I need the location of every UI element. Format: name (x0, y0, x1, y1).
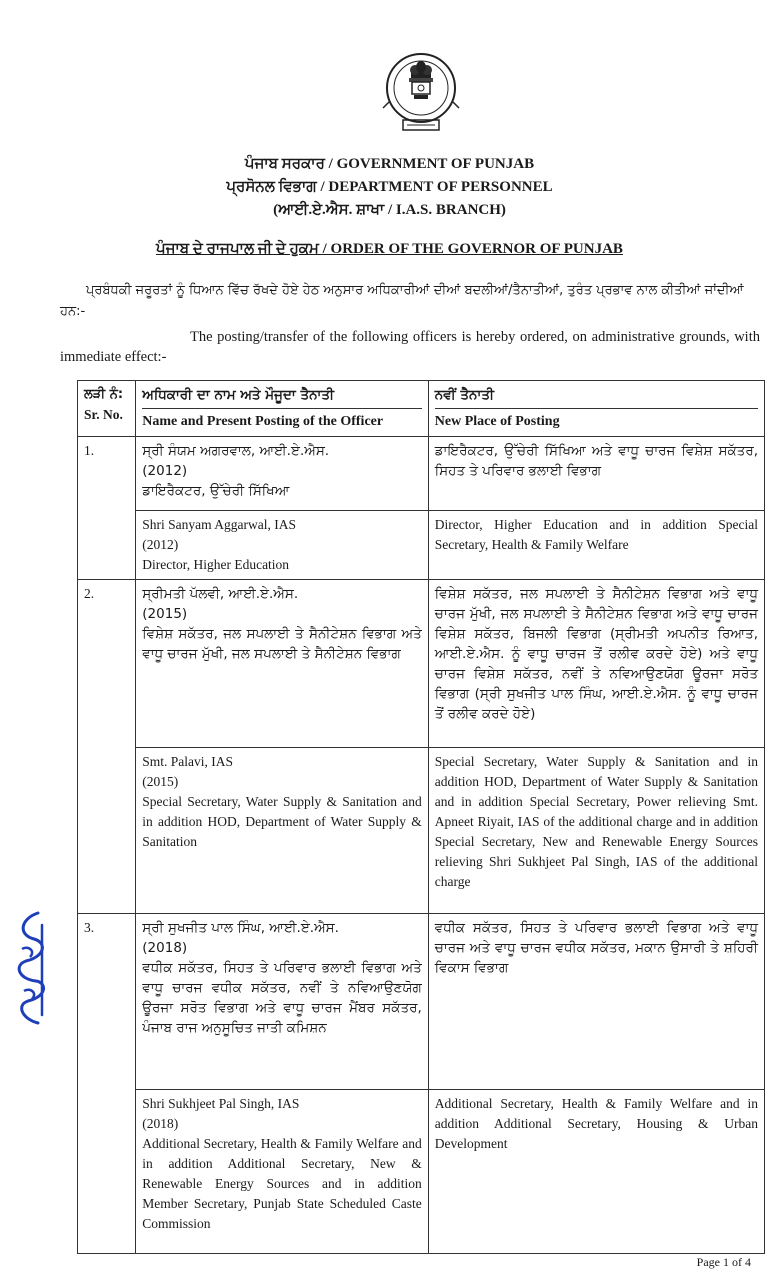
officer-posting: ਵਧੀਕ ਸਕੱਤਰ, ਸਿਹਤ ਤੇ ਪਰਿਵਾਰ ਭਲਾਈ ਵਿਭਾਗ ਅਤੇ ਵਾਧੂ ਚਾਰਜ ਵਧੀਕ ਸਕੱਤਰ, ਨਵੀਂ ਤੇ ਨਵਿਆਉਣਯੋਗ ਊਰਜਾ ਸਰੋਤ ਵਿਭਾਗ ਅਤੇ ਵਾਧੂ ਚਾਰਜ ਮੈਂਬਰ ਸਕੱਤਰ, ਪੰਜਾਬ ਰਾਜ ਅਨੁਸੂਚਿਤ ਜਾਤੀ ਕਮਿਸ਼ਨ (142, 960, 422, 1036)
header-officer-cell (136, 381, 428, 437)
new-posting-english-cell: Director, Higher Education and in addition Special Secretary, Health & Family Welfare (428, 511, 764, 580)
order-title: ਪੰਜਾਬ ਦੇ ਰਾਜਪਾਲ ਜੀ ਦੇ ਹੁਕਮ / ORDER OF THE GOVERNOR OF PUNJAB (156, 241, 623, 257)
intro-punjabi: ਪ੍ਰਬੰਧਕੀ ਜਰੂਰਤਾਂ ਨੂੰ ਧਿਆਨ ਵਿੱਚ ਰੱਖਦੇ ਹੋਏ ਹੇਠ ਅਨੁਸਾਰ ਅਧਿਕਾਰੀਆਂ ਦੀਆਂ ਬਦਲੀਆਂ/ਤੈਨਾਤੀਆਂ, ਤੁਰੰਤ ਪ੍ਰਭਾਵ ਨਾਲ ਕੀਤੀਆਂ ਜਾਂਦੀਆਂ ਹਨ:- (60, 283, 744, 319)
officer-batch: (2018) (142, 940, 188, 956)
officer-punjabi-cell (136, 437, 428, 511)
branch-title: (ਆਈ.ਏ.ਐਸ. ਸ਼ਾਖਾ / I.A.S. BRANCH) (273, 202, 506, 218)
officer-posting: Director, Higher Education (142, 557, 290, 572)
officer-name: Shri Sanyam Aggarwal, IAS (142, 517, 297, 532)
officer-punjabi-cell (136, 580, 428, 748)
table-row (78, 748, 765, 914)
officer-batch: (2015) (142, 606, 188, 622)
officer-english-cell (136, 1090, 428, 1254)
officer-name: Shri Sukhjeet Pal Singh, IAS (142, 1096, 300, 1111)
department-title: ਪ੍ਰਸੋਨਲ ਵਿਭਾਗ / DEPARTMENT OF PERSONNEL (226, 179, 553, 195)
officer-punjabi-cell (136, 914, 428, 1090)
officer-name: ਸ੍ਰੀ ਸੁਖਜੀਤ ਪਾਲ ਸਿੰਘ, ਆਈ.ਏ.ਐਸ. (142, 920, 339, 936)
officer-posting: Special Secretary, Water Supply & Sanitation and in addition HOD, Department of Water Supply & Sanitation (142, 794, 422, 849)
sr-number-cell: 3. (78, 914, 136, 1254)
header-sr-cell (78, 381, 136, 437)
government-title: ਪੰਜਾਬ ਸਰਕਾਰ / GOVERNMENT OF PUNJAB (244, 156, 535, 172)
table-row (78, 580, 765, 748)
officer-name: ਸ੍ਰੀ ਸੰਯਮ ਅਗਰਵਾਲ, ਆਈ.ਏ.ਐਸ. (142, 443, 330, 459)
officer-posting: ਡਾਇਰੈਕਟਰ, ਉੱਚੇਰੀ ਸਿੱਖਿਆ (142, 483, 290, 499)
officer-posting: ਵਿਸ਼ੇਸ਼ ਸਕੱਤਰ, ਜਲ ਸਪਲਾਈ ਤੇ ਸੈਨੀਟੇਸ਼ਨ ਵਿਭਾਗ ਅਤੇ ਵਾਧੂ ਚਾਰਜ ਮੁੱਖੀ, ਜਲ ਸਪਲਾਈ ਤੇ ਸੈਨੀਟੇਸ਼ਨ ਵਿਭਾਗ (142, 626, 422, 662)
new-posting-punjabi-cell: ਵਿਸ਼ੇਸ਼ ਸਕੱਤਰ, ਜਲ ਸਪਲਾਈ ਤੇ ਸੈਨੀਟੇਸ਼ਨ ਵਿਭਾਗ ਅਤੇ ਵਾਧੂ ਚਾਰਜ ਮੁੱਖੀ, ਜਲ ਸਪਲਾਈ ਤੇ ਸੈਨੀਟੇਸ਼ਨ ਵਿਭਾਗ ਅਤੇ ਵਾਧੂ ਚਾਰਜ ਵਿਸ਼ੇਸ਼ ਸਕੱਤਰ, ਬਿਜਲੀ ਵਿਭਾਗ (ਸ੍ਰੀਮਤੀ ਅਪਨੀਤ ਰਿਆਤ, ਆਈ.ਏ.ਐਸ. ਨੂੰ ਵਾਧੂ ਚਾਰਜ ਤੋਂ ਰਲੀਵ ਕਰਦੇ ਹੋਏ) ਅਤੇ ਵਾਧੂ ਚਾਰਜ ਵਿਸ਼ੇਸ਼ ਸਕੱਤਰ, ਨਵੀਂ ਤੇ ਨਵਿਆਉਣਯੋਗ ਊਰਜਾ ਸਰੋਤ ਵਿਭਾਗ (ਸ੍ਰੀ ਸੁਖਜੀਤ ਪਾਲ ਸਿੰਘ, ਆਈ.ਏ.ਐਸ. ਨੂੰ ਵਾਧੂ ਚਾਰਜ ਤੋਂ ਰਲੀਵ ਕਰਦੇ ਹੋਏ) (428, 580, 764, 748)
table-row (78, 914, 765, 1090)
table-row (78, 1090, 765, 1254)
table-row (78, 511, 765, 580)
officer-name: ਸ੍ਰੀਮਤੀ ਪੱਲਵੀ, ਆਈ.ਏ.ਐਸ. (142, 586, 299, 602)
new-posting-english-cell: Special Secretary, Water Supply & Sanitation and in addition HOD, Department of Water Supply & Sanitation and in addition Special Secretary, Power relieving Smt. Apneet Riyait, IAS of the additional charge and in addition Special Secretary, New and Renewable Energy Sources relieving Shri Sukhjeet Pal Singh, IAS of the additional charge (428, 748, 764, 914)
officer-batch: (2015) (142, 774, 179, 789)
header-sr-punjabi: ਲੜੀ ਨੰ: (84, 387, 124, 402)
handwritten-signature (8, 905, 54, 1035)
officer-batch: (2018) (142, 1116, 179, 1131)
sr-number-cell: 1. (78, 437, 136, 580)
intro-english: The posting/transfer of the following officers is hereby ordered, on administrative grounds, with immediate effect:- (60, 329, 760, 365)
new-posting-punjabi-cell: ਡਾਇਰੈਕਟਰ, ਉੱਚੇਰੀ ਸਿੱਖਿਆ ਅਤੇ ਵਾਧੂ ਚਾਰਜ ਵਿਸ਼ੇਸ਼ ਸਕੱਤਰ, ਸਿਹਤ ਤੇ ਪਰਿਵਾਰ ਭਲਾਈ ਵਿਭਾਗ (428, 437, 764, 511)
officer-english-cell (136, 511, 428, 580)
postings-table (77, 380, 765, 1254)
new-posting-punjabi-cell: ਵਧੀਕ ਸਕੱਤਰ, ਸਿਹਤ ਤੇ ਪਰਿਵਾਰ ਭਲਾਈ ਵਿਭਾਗ ਅਤੇ ਵਾਧੂ ਚਾਰਜ ਅਤੇ ਵਾਧੂ ਚਾਰਜ ਵਧੀਕ ਸਕੱਤਰ, ਮਕਾਨ ਉਸਾਰੀ ਤੇ ਸ਼ਹਿਰੀ ਵਿਕਾਸ ਵਿਭਾਗ (428, 914, 764, 1090)
officer-batch: (2012) (142, 463, 188, 479)
sr-number-cell: 2. (78, 580, 136, 914)
new-posting-english-cell: Additional Secretary, Health & Family Welfare and in addition Additional Secretary, Housing & Urban Development (428, 1090, 764, 1254)
officer-batch: (2012) (142, 537, 179, 552)
table-row (78, 437, 765, 511)
table-header-row (78, 381, 765, 437)
page-number: Page 1 of 4 (696, 1255, 751, 1269)
header-officer-english: Name and Present Posting of the Officer (142, 414, 384, 429)
header-sr-english: Sr. No. (84, 407, 123, 422)
officer-english-cell (136, 748, 428, 914)
government-emblem-logo (381, 50, 461, 136)
header-officer-punjabi: ਅਧਿਕਾਰੀ ਦਾ ਨਾਮ ਅਤੇ ਮੌਜੂਦਾ ਤੈਨਾਤੀ (142, 385, 421, 409)
header-new-punjabi: ਨਵੀਂ ਤੈਨਾਤੀ (435, 385, 758, 409)
officer-name: Smt. Palavi, IAS (142, 754, 234, 769)
header-new-english: New Place of Posting (434, 414, 560, 429)
officer-posting: Additional Secretary, Health & Family Welfare and in addition Additional Secretary, New & Renewable Energy Sources and in addition Member Secretary, Punjab State Scheduled Caste Commission (142, 1136, 422, 1231)
header-new-cell (428, 381, 764, 437)
